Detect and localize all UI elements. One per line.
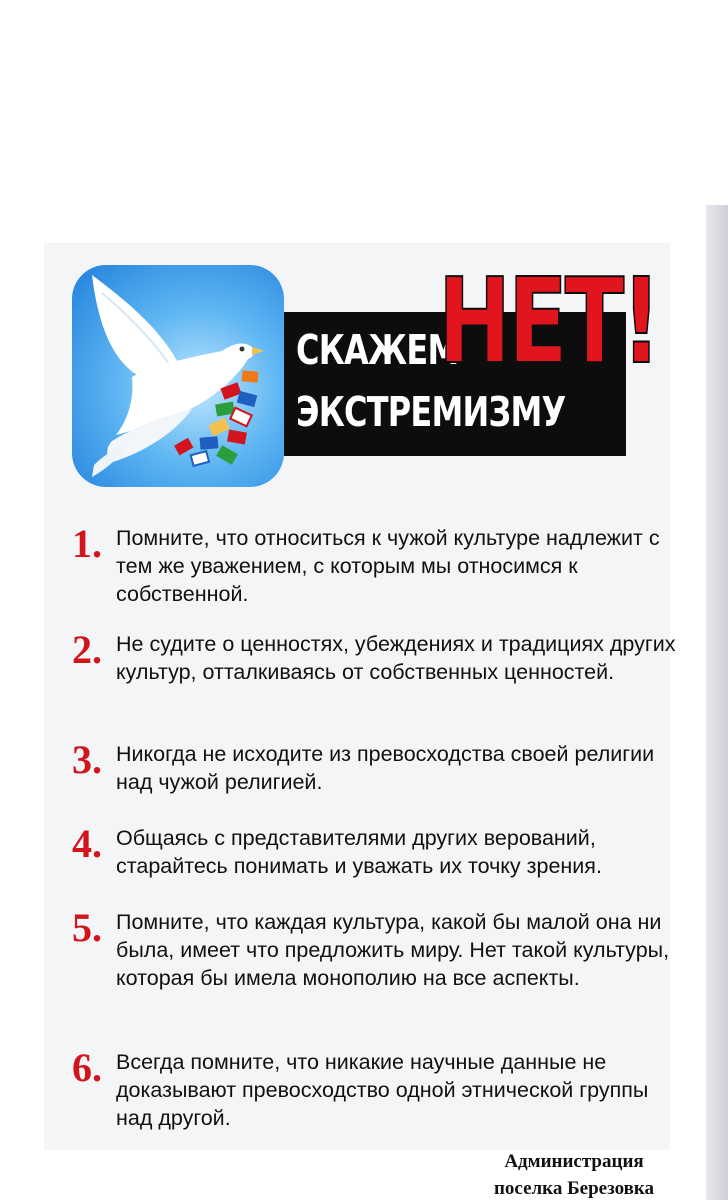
rule-number: 6. — [72, 1045, 102, 1090]
title-line-2: ЭКСТРЕМИЗМУ — [296, 388, 566, 436]
rule-number: 1. — [72, 521, 102, 566]
signature — [470, 1148, 678, 1202]
rule-number: 2. — [72, 627, 102, 672]
scan-edge — [706, 205, 728, 1200]
signature-line-2: поселка Березовка — [493, 1178, 655, 1199]
title-line-1: СКАЖЕМ — [296, 326, 459, 374]
rule-text: Общаясь с представителями других верований, старайтесь понимать и уважать их точку зрения. — [116, 826, 602, 878]
rule-text: Помните, что каждая культура, какой бы малой она ни была, имеет что предложить миру. Нет такой культуры, которая бы имела монополию на все аспекты. — [116, 910, 670, 990]
rule-text: Помните, что относиться к чужой культуре надлежит с тем же уважением, с которым мы относимся к собственной. — [116, 526, 660, 606]
title-highlight: НЕТ! — [438, 252, 659, 390]
dove-illustration — [72, 265, 284, 487]
rule-text: Всегда помните, что никакие научные данные не доказывают превосходство одной этнической группы над другой. — [116, 1050, 649, 1130]
rule-text: Не судите о ценностях, убеждениях и традициях других культур, отталкиваясь от собственных ценностей. — [116, 632, 676, 684]
rule-number: 5. — [72, 905, 102, 950]
rule-number: 4. — [72, 821, 102, 866]
signature-line-1: Администрация — [504, 1151, 644, 1172]
dove-with-flags-icon — [72, 265, 284, 487]
rule-text: Никогда не исходите из превосходства своей религии над чужой религией. — [116, 742, 655, 794]
rule-number: 3. — [72, 737, 102, 782]
